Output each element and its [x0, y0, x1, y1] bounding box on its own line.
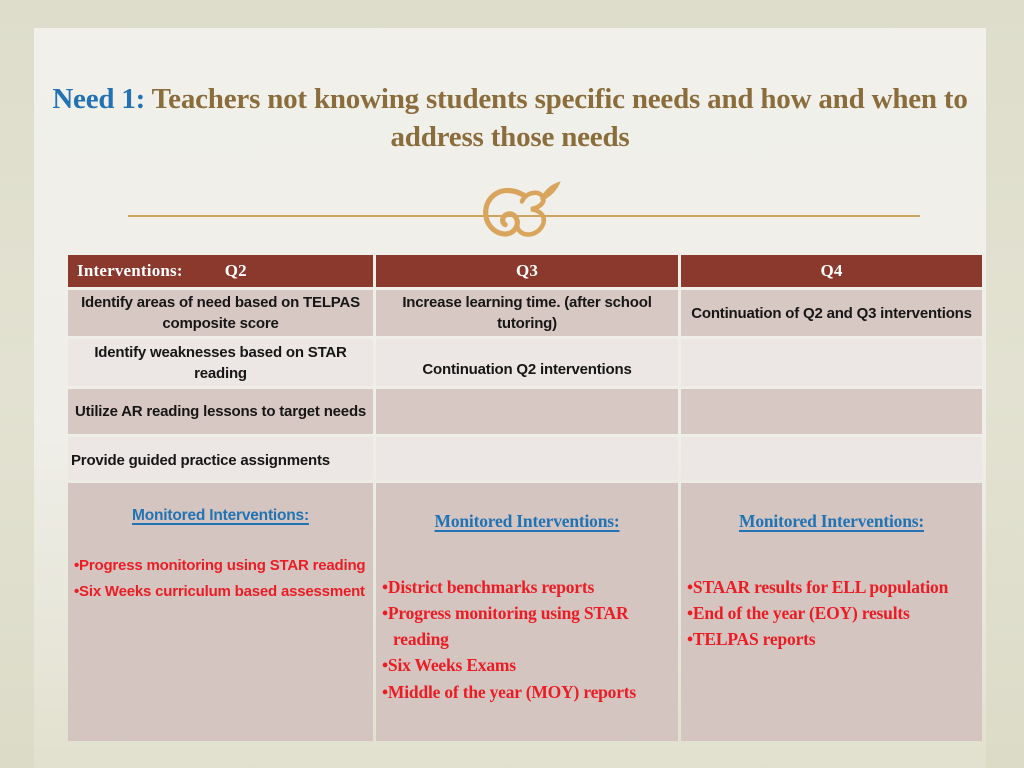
table-cell: Identify weaknesses based on STAR reading: [68, 339, 373, 386]
table-cell: [681, 339, 982, 386]
table-cell: [376, 389, 678, 434]
slide-title: [44, 80, 976, 157]
header-cell-q3: Q3: [376, 255, 678, 287]
bullet-item: •TELPAS reports: [687, 629, 816, 649]
header-q2-label: Q2: [224, 261, 247, 281]
header-cell-q4: Q4: [681, 255, 982, 287]
table-cell: Provide guided practice assignments: [68, 437, 373, 480]
monitored-heading: Monitored Interventions:: [132, 507, 309, 524]
monitored-cell-q4: [681, 483, 982, 741]
bullet-item: •Progress monitoring using STAR reading: [74, 556, 366, 574]
table-cell: Increase learning time. (after school tutoring): [376, 290, 678, 336]
monitored-heading: Monitored Interventions:: [739, 511, 924, 531]
table-cell: [681, 389, 982, 434]
title-need-label: Need 1:: [52, 83, 146, 115]
monitored-cell-q3: [376, 483, 678, 741]
monitored-bullet-list: [380, 574, 674, 705]
bullet-item: •Middle of the year (MOY) reports: [382, 681, 637, 702]
monitored-bullet-list: [72, 553, 369, 606]
bullet-item: •End of the year (EOY) results: [687, 602, 910, 623]
title-text: Teachers not knowing students specific needs and how and when to address those needs: [151, 83, 968, 154]
table-cell: [681, 437, 982, 480]
table-cell: Utilize AR reading lessons to target needs: [68, 389, 373, 434]
monitored-cell-q2: [68, 483, 373, 741]
monitored-bullet-list: [685, 574, 978, 653]
bullet-item: •STAAR results for ELL population: [687, 576, 949, 597]
flourish-ornament-icon: [478, 176, 562, 250]
header-interventions-label: Interventions:: [77, 261, 183, 281]
bullet-item: •District benchmarks reports: [382, 576, 595, 597]
table-cell: [376, 437, 678, 480]
table-cell: Identify areas of need based on TELPAS composite score: [68, 290, 373, 336]
monitored-heading: Monitored Interventions:: [434, 511, 620, 531]
presentation-slide: [34, 28, 986, 768]
bullet-item: •Six Weeks Exams: [382, 655, 516, 676]
table-cell: Continuation of Q2 and Q3 interventions: [681, 290, 982, 336]
interventions-table: [68, 255, 982, 741]
header-cell-q2: [68, 255, 373, 287]
bullet-item: •Progress monitoring using STAR reading: [382, 602, 629, 649]
bullet-item: •Six Weeks curriculum based assessment: [74, 583, 365, 601]
table-cell: Continuation Q2 interventions: [376, 339, 678, 386]
